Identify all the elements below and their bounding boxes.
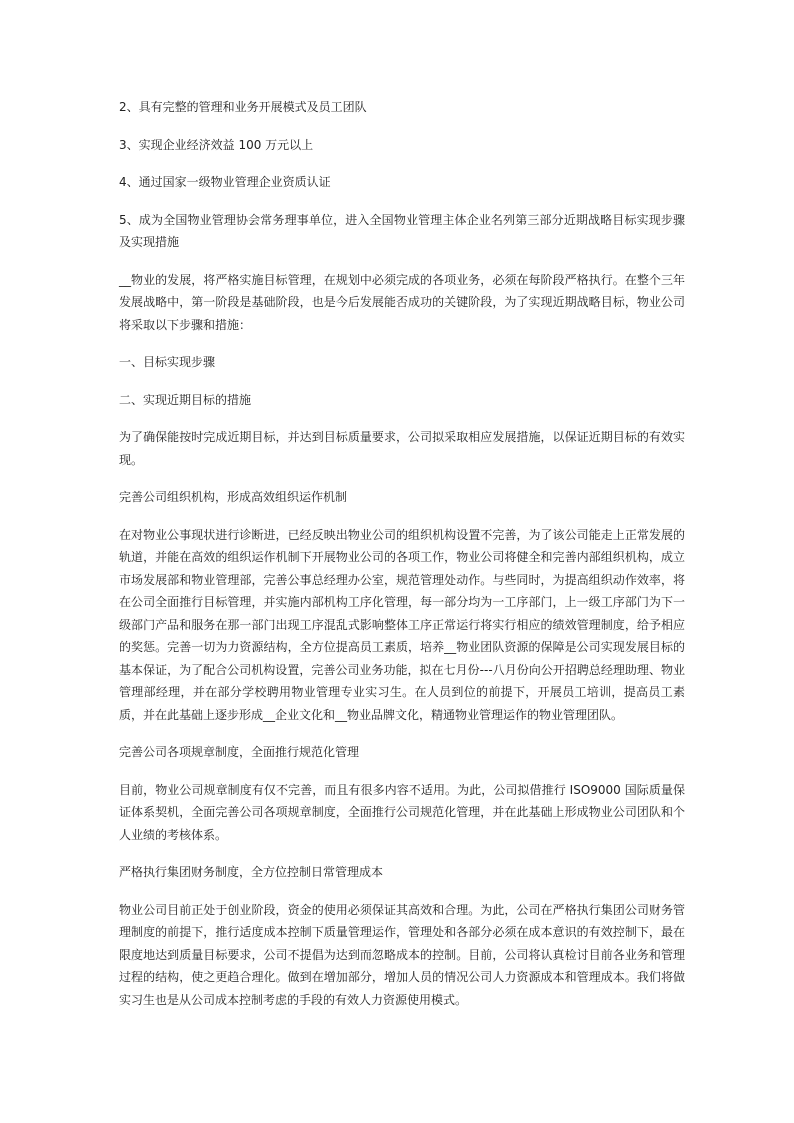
list-item-5: 5、成为全国物业管理协会常务理事单位，进入全国物业管理主体企业名列第三部分近期战略目标实现步骤及实现措施 xyxy=(119,212,685,249)
section-heading-steps: 一、目标实现步骤 xyxy=(119,355,216,369)
list-item-3: 3、实现企业经济效益 100 万元以上 xyxy=(119,137,314,152)
measures-intro-paragraph: 为了确保能按时完成近期目标，并达到目标质量要求，公司拟采取相应发展措施，以保证近期目标的有效实现。 xyxy=(119,430,685,467)
list-item-4: 4、通过国家一级物业管理企业资质认证 xyxy=(119,175,331,189)
organization-paragraph: 在对物业公事现状进行诊断进，已经反映出物业公司的组织机构设置不完善，为了该公司能走上正常发展的轨道，并能在高效的组织运作机制下开展物业公司的各项工作，物业公司将健全和完善内部组织机构，成立市场发展部和物业管理部，完善公事总经理办公室，规范管理处动作。与些同时，为提高组织动作效率，将在公司全面推行目标管理，并实施内部机构工序化管理，每一部分均为一工序部门，上一级工序部门为下一级部门产品和服务在那一部门出现工序混乱式影响整体工序正常运行将实行相应的绩效管理制度，给予相应的奖惩。完善一切为力资源结构，全方位提高员工素质，培养__物业团队资源的保障是公司实现发展目标的基本保证，为了配合公司机构设置，完善公司业务功能，拟在七月份---八月份向公开招聘总经理助理、物业管理部经理，并在部分学校聘用物业管理专业实习生。在人员到位的前提下，开展员工培训，提高员工素质，并在此基础上逐步形成__企业文化和__物业品牌文化，精通物业管理运作的物业管理团队。 xyxy=(119,527,685,722)
list-item-2: 2、具有完整的管理和业务开展模式及员工团队 xyxy=(119,100,367,114)
regulations-paragraph: 目前，物业公司规章制度有仅不完善，而且有很多内容不适用。为此，公司拟借推行 ISO9000 国际质量保证体系契机，全面完善公司各项规章制度，全面推行公司规范化管理，并在此基础上形成物业公司团队和个人业绩的考核体系。 xyxy=(119,782,685,842)
subheading-finance: 严格执行集团财务制度，全方位控制日常管理成本 xyxy=(119,865,384,879)
subheading-organization: 完善公司组织机构，形成高效组织运作机制 xyxy=(119,490,348,504)
finance-paragraph: 物业公司目前正处于创业阶段，资金的使用必须保证其高效和合理。为此，公司在严格执行集团公司财务管理制度的前提下，推行适度成本控制下质量管理运作，管理处和各部分必须在成本意识的有效控制下，最在限度地达到质量目标要求，公司不提倡为达到而忽略成本的控制。目前，公司将认真检讨目前各业务和管理过程的结构，使之更趋合理化。做到在增加部分，增加人员的情况公司人力资源成本和管理成本。我们将做实习生也是从公司成本控制考虑的手段的有效人力资源使用模式。 xyxy=(119,902,685,1007)
subheading-regulations: 完善公司各项规章制度，全面推行规范化管理 xyxy=(119,745,360,759)
intro-paragraph: __物业的发展，将严格实施目标管理，在规划中必须完成的各项业务，必须在每阶段严格执行。在整个三年发展战略中，第一阶段是基础阶段，也是今后发展能否成功的关键阶段，为了实现近期战略目标，物业公司将采取以下步骤和措施： xyxy=(119,272,685,332)
section-heading-measures: 二、实现近期目标的措施 xyxy=(119,392,252,407)
document-body xyxy=(119,96,685,1026)
